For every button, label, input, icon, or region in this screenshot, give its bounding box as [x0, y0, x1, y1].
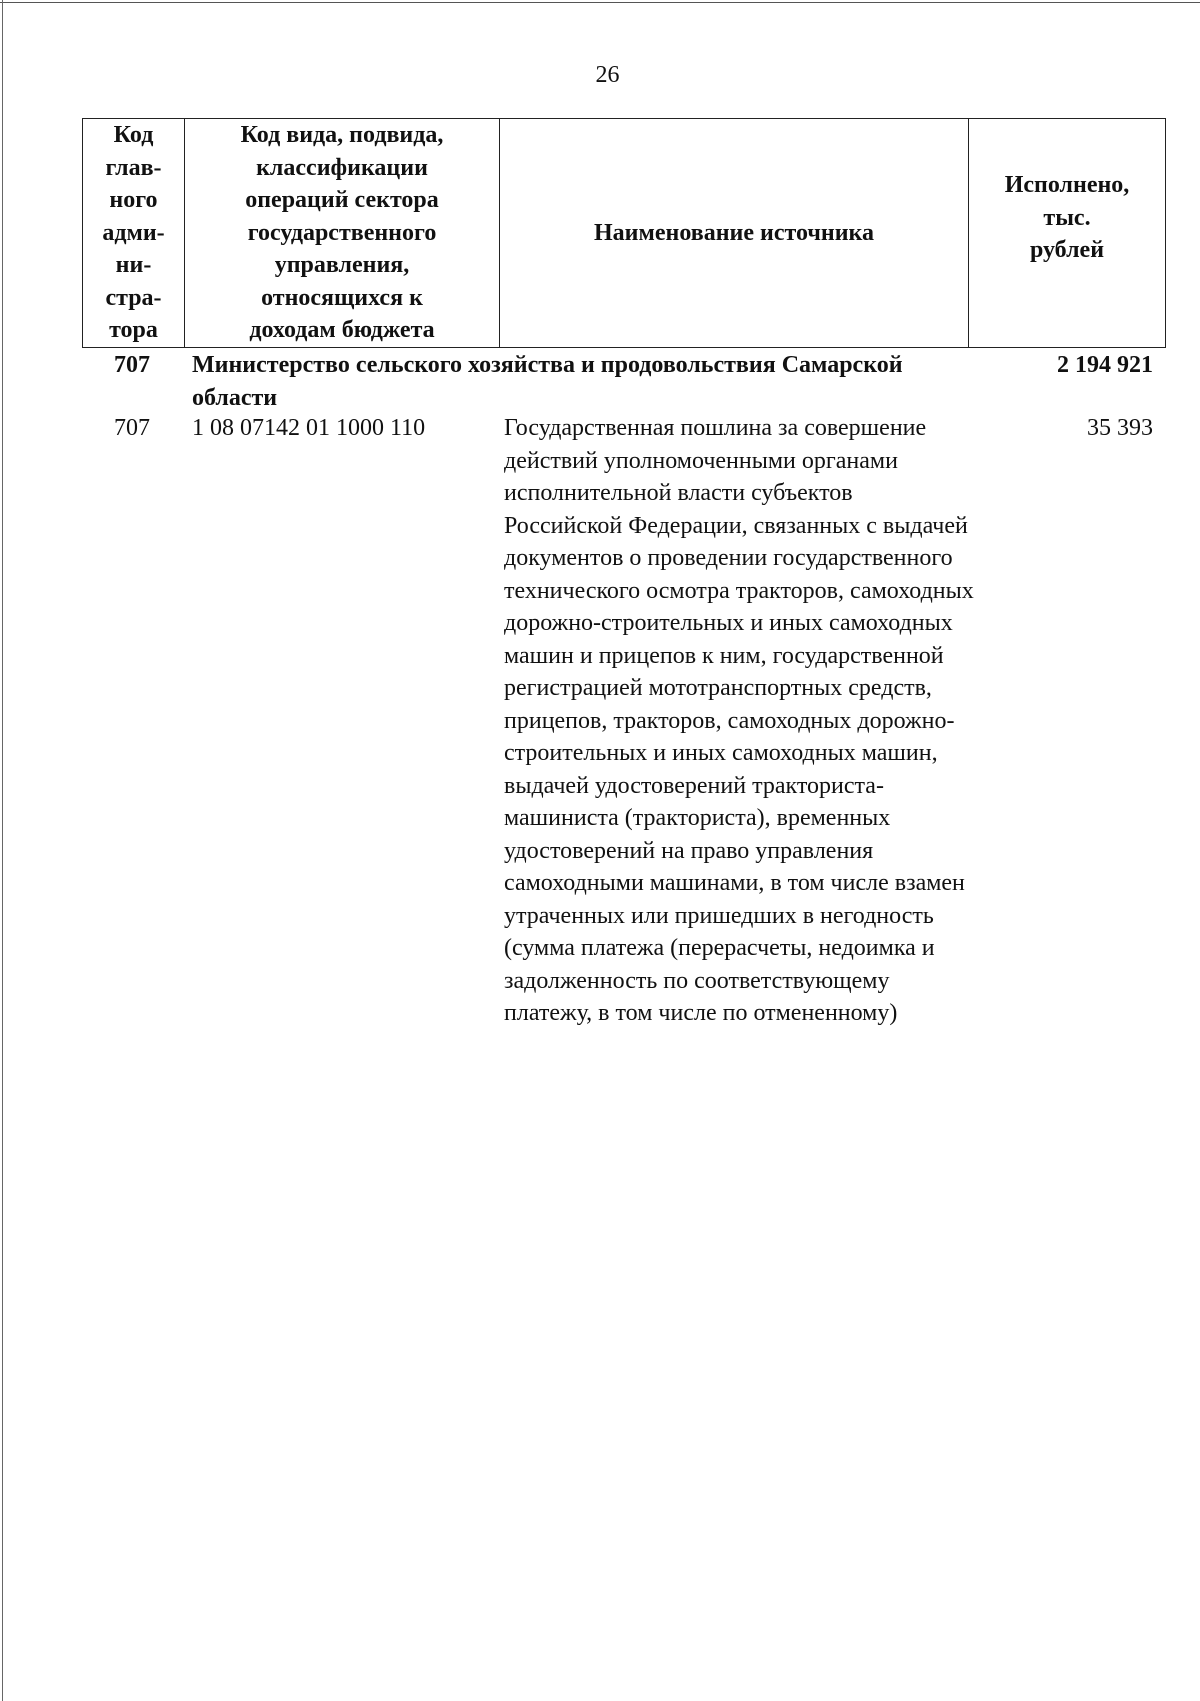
ministry-name: Министерство сельского хозяйства и продовольствия Самарской области [192, 352, 903, 411]
table-body [82, 349, 1165, 1312]
executed-amount: 35 393 [1087, 415, 1153, 441]
header-source-name: Наименование источника [500, 119, 969, 348]
table-row [82, 412, 1165, 1312]
executed-amount: 2 194 921 [1057, 352, 1153, 378]
header-classification-code: Код вида, подвида, классификации операций сектора государственного управления, относящихся к доходам бюджета [185, 119, 500, 348]
table-header-row [83, 119, 1166, 348]
table-row [82, 349, 1165, 412]
scan-edge-top [0, 2, 1200, 3]
header-executed-amount: Исполнено, тыс. рублей [969, 119, 1166, 348]
scan-edge-left [2, 0, 3, 1701]
admin-code: 707 [114, 415, 150, 441]
classification-code: 1 08 07142 01 1000 110 [192, 415, 426, 441]
header-admin-code: Код глав- ного адми- ни- стра- тора [83, 119, 185, 348]
admin-code: 707 [114, 352, 150, 378]
table-header [82, 118, 1166, 348]
source-name: Государственная пошлина за совершение действий уполномоченными органами исполнительной власти субъектов Российской Федерации, связанных с выдачей документов о проведении государственного технического осмотра тракторов, самоходных дорожно-строительных и иных самоходных машин и прицепов к ним, государственной регистрацией мототранспортных средств, прицепов, тракторов, самоходных дорожно-строительных и иных самоходных машин, выдачей удостоверений тракториста-машиниста (тракториста), временных удостоверений на право управления самоходными машинами, в том числе взамен утраченных или пришедших в негодность (сумма платежа (перерасчеты, недоимка и задолженность по соответствующему платежу, в том числе по отмененному) [504, 415, 974, 1026]
page-number: 26 [595, 62, 620, 88]
